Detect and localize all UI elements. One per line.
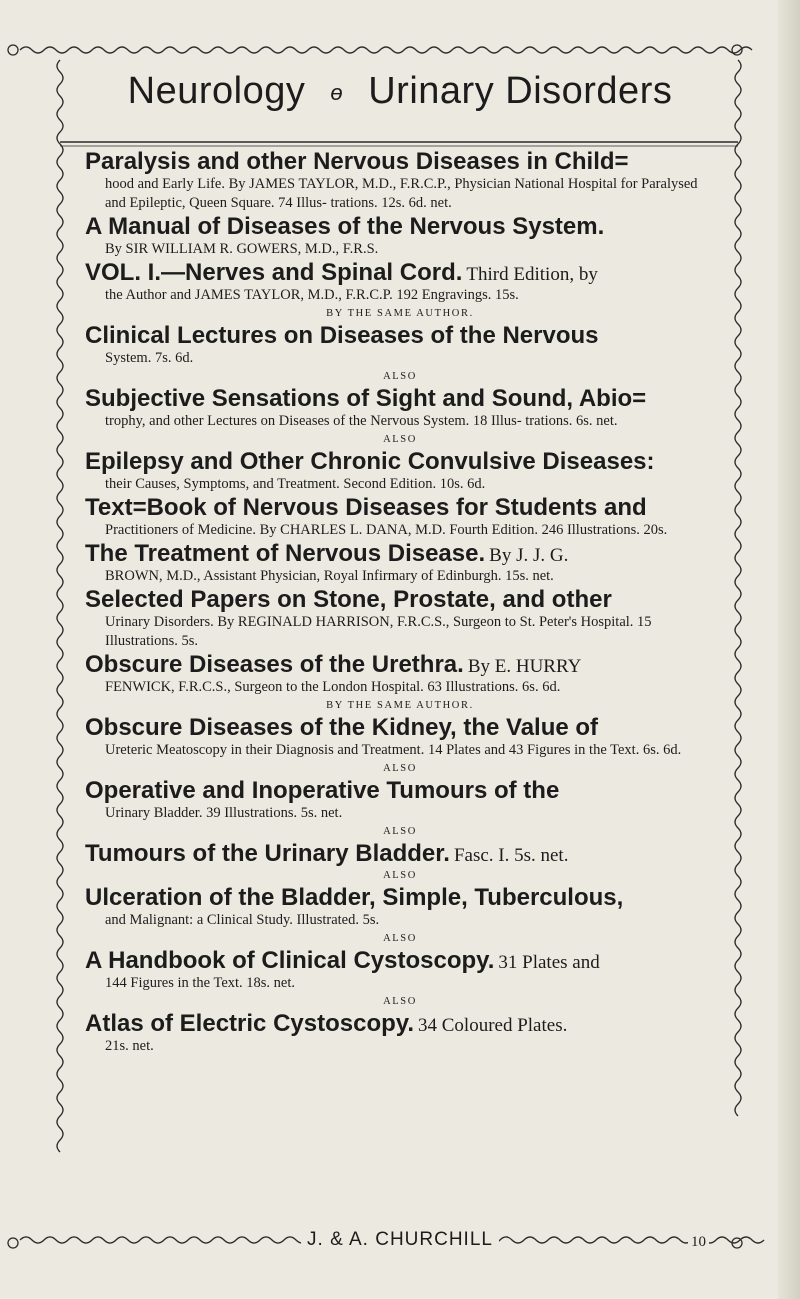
ornament-icon: ɵ (330, 79, 344, 105)
book-title: Text=Book of Nervous Diseases for Students and (85, 494, 647, 521)
book-note-inline: Third Edition, by (466, 264, 598, 285)
book-entry (85, 148, 715, 213)
book-title: Paralysis and other Nervous Diseases in Child= (85, 148, 629, 175)
book-description: Urinary Bladder. 39 Illustrations. 5s. net. (105, 805, 343, 821)
separator-label: ALSO (383, 371, 417, 382)
book-description: System. 7s. 6d. (105, 350, 194, 366)
book-title: Obscure Diseases of the Kidney, the Value of (85, 714, 599, 741)
book-title: Selected Papers on Stone, Prostate, and other (85, 586, 612, 613)
book-description: By SIR WILLIAM R. GOWERS, M.D., F.R.S. (105, 241, 379, 257)
book-entry (85, 651, 715, 697)
book-title: Epilepsy and Other Chronic Convulsive Diseases: (85, 448, 655, 475)
book-title: Clinical Lectures on Diseases of the Nervous (85, 322, 599, 349)
book-title: Ulceration of the Bladder, Simple, Tuberculous, (85, 884, 624, 911)
book-entry (85, 586, 715, 651)
book-title: Operative and Inoperative Tumours of the (85, 777, 560, 804)
book-description: trophy, and other Lectures on Diseases of the Nervous System. 18 Illus- trations. 6s. net. (105, 413, 618, 429)
book-description: Urinary Disorders. By REGINALD HARRISON, F.R.C.S., Surgeon to St. Peter's Hospital. 15 Illustrations. 5s. (105, 614, 652, 649)
book-description: FENWICK, F.R.C.S., Surgeon to the London Hospital. 63 Illustrations. 6s. 6d. (105, 679, 561, 695)
book-entry (85, 448, 715, 494)
book-description: Ureteric Meatoscopy in their Diagnosis and Treatment. 14 Plates and 43 Figures in the Text. 6s. 6d. (105, 742, 682, 758)
book-entry (85, 322, 715, 368)
catalogue-list (85, 148, 715, 1056)
book-description: BROWN, M.D., Assistant Physician, Royal Infirmary of Edinburgh. 15s. net. (105, 568, 554, 584)
book-entry (85, 714, 715, 760)
book-note-inline: By J. J. G. (489, 545, 569, 566)
book-title: Obscure Diseases of the Urethra. (85, 651, 464, 678)
separator-label: ALSO (383, 870, 417, 881)
book-description: and Malignant: a Clinical Study. Illustrated. 5s. (105, 912, 380, 928)
separator-label: ALSO (383, 996, 417, 1007)
separator-label: BY THE SAME AUTHOR. (326, 700, 474, 711)
book-description: the Author and JAMES TAYLOR, M.D., F.R.C.P. 192 Engravings. 15s. (105, 287, 519, 303)
book-description: 21s. net. (105, 1038, 154, 1054)
book-entry (85, 385, 715, 431)
book-note-inline: 34 Coloured Plates. (418, 1015, 568, 1036)
book-title: Tumours of the Urinary Bladder. (85, 840, 450, 867)
book-title: Subjective Sensations of Sight and Sound, Abio= (85, 385, 647, 412)
book-title: The Treatment of Nervous Disease. (85, 540, 486, 567)
book-entry (85, 884, 715, 930)
publisher-footer (0, 1229, 800, 1251)
book-entry (85, 947, 715, 993)
book-title: VOL. I.—Nerves and Spinal Cord. (85, 259, 463, 286)
header-right-title: Urinary Disorders (368, 70, 673, 112)
book-entry (85, 540, 715, 586)
book-entry (85, 777, 715, 823)
header-left-title: Neurology (127, 70, 306, 112)
book-title: A Handbook of Clinical Cystoscopy. (85, 947, 495, 974)
book-entry (85, 494, 715, 540)
separator-label: BY THE SAME AUTHOR. (326, 308, 474, 319)
book-description: 144 Figures in the Text. 18s. net. (105, 975, 296, 991)
book-entry (85, 1010, 715, 1056)
book-note-inline: Fasc. I. 5s. net. (453, 845, 569, 866)
book-entry (85, 840, 715, 867)
book-entry (85, 213, 715, 259)
book-title: Atlas of Electric Cystoscopy. (85, 1010, 414, 1037)
book-description: hood and Early Life. By JAMES TAYLOR, M.D., F.R.C.P., Physician National Hospital for Paralysed and Epileptic, Queen Square. 74 Illus- trations. 12s. 6d. net. (105, 176, 698, 211)
page-header (0, 70, 800, 113)
separator-label: ALSO (383, 933, 417, 944)
separator-label: ALSO (383, 763, 417, 774)
separator-label: ALSO (383, 434, 417, 445)
publisher-name: J. & A. CHURCHILL (301, 1229, 499, 1250)
page-number: 10 (688, 1234, 709, 1251)
book-entry (85, 259, 715, 305)
book-title: A Manual of Diseases of the Nervous System. (85, 213, 605, 240)
book-description: Practitioners of Medicine. By CHARLES L. DANA, M.D. Fourth Edition. 246 Illustrations. 20s. (105, 522, 668, 538)
book-description: their Causes, Symptoms, and Treatment. Second Edition. 10s. 6d. (105, 476, 486, 492)
book-note-inline: 31 Plates and (498, 952, 600, 973)
separator-label: ALSO (383, 826, 417, 837)
book-note-inline: By E. HURRY (467, 656, 582, 677)
